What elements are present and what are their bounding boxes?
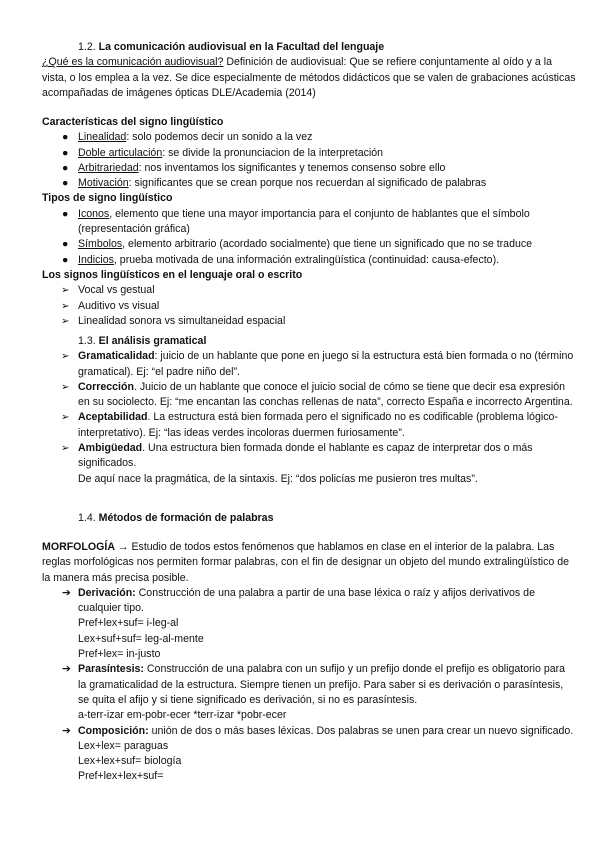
list-item: [0, 161, 576, 176]
section-number: 1.2.: [78, 41, 96, 53]
arrow-icon: ➢: [61, 412, 70, 424]
list-item: [0, 299, 576, 314]
item-extra: De aquí nace la pragmática, de la sintaxis. Ej: “dos policías me pusieron tres multas”.: [78, 472, 478, 485]
example-line: Lex+lex= paraguas: [78, 739, 169, 752]
bullet-icon: ●: [62, 161, 69, 174]
item-text: , elemento que tiene una mayor importancia para el conjunto de hablantes que el símbolo (representación gráfica): [78, 207, 530, 236]
section-1-2: [0, 40, 576, 101]
tipos-heading: Tipos de signo lingüístico: [42, 192, 173, 205]
arrow-icon: ➢: [61, 351, 70, 363]
caracteristicas-list: [0, 130, 576, 191]
item-text: Auditivo vs visual: [78, 299, 160, 312]
item-term: Indicios: [78, 253, 114, 266]
list-item: [0, 380, 576, 411]
list-item: [0, 146, 576, 161]
list-item: [0, 237, 576, 252]
item-term: Doble articulación: [78, 146, 163, 159]
example-line: Pref+lex+suf= i-leg-al: [78, 617, 179, 630]
arrow-icon: ➔: [62, 724, 71, 737]
section-number: 1.4.: [78, 512, 96, 524]
example-line: Lex+suf+suf= leg-al-mente: [78, 632, 204, 645]
example-line: a-terr-izar em-pobr-ecer *terr-izar *pobr-ecer: [78, 709, 287, 722]
item-text: Linealidad sonora vs simultaneidad espacial: [78, 314, 286, 327]
section-1-4-heading: [0, 511, 576, 526]
list-item: [0, 130, 576, 145]
item-text: : significantes que se crean porque nos recuerdan al significado de palabras: [128, 177, 487, 190]
caracteristicas-block: [0, 115, 576, 329]
section-1-3: [0, 334, 576, 487]
list-item: [0, 349, 576, 380]
list-item: [0, 724, 576, 785]
item-term: Linealidad: [78, 131, 127, 144]
item-term: Corrección: [78, 380, 134, 393]
item-text: Construcción de una palabra a partir de una base léxica o raíz y afijos derivativos de cualquier tipo.: [78, 586, 535, 615]
bullet-icon: ●: [62, 207, 69, 220]
analisis-list: [0, 349, 576, 487]
section-title: La comunicación audiovisual en la Facultad del lenguaje: [98, 41, 385, 53]
example-line: Lex+lex+suf= biología: [78, 755, 182, 768]
item-text: . Juicio de un hablante que conoce el juicio social de cómo se tiene que decir esa expresión en su sociolecto. Ej: “me encantan las conchas rellenas de nata”, correcto España e incorrecto Argentina.: [78, 380, 573, 409]
bullet-icon: ●: [62, 131, 69, 144]
bullet-icon: ●: [62, 253, 69, 266]
bullet-icon: ●: [62, 146, 69, 159]
item-text: . La estructura está bien formada pero el significado no es codificable (problema lógico-interpretativo). Ej: “las ideas verdes incoloras duermen furiosamente”.: [78, 411, 558, 439]
list-item: [0, 176, 576, 191]
arrow-icon: ➔: [62, 586, 71, 599]
section-1-4: [0, 511, 576, 526]
section-1-2-heading: [0, 40, 576, 55]
example-line: Pref+lex= in-justo: [78, 648, 161, 661]
item-term: Gramaticalidad: [78, 350, 155, 363]
item-term: Derivación:: [78, 586, 136, 599]
list-item: [0, 314, 576, 329]
list-item: [0, 662, 576, 723]
list-item: [0, 586, 576, 662]
item-text: , elemento arbitrario (acordado socialmente) que tiene un significado que no se traduce: [122, 238, 533, 251]
definition-question: ¿Qué es la comunicación audiovisual?: [42, 56, 224, 69]
bullet-icon: ●: [62, 238, 69, 251]
item-text: , prueba motivada de una información extralingüística (continuidad: causa-efecto).: [113, 253, 500, 266]
item-text: . Una estructura bien formada donde el hablante es capaz de interpretar dos o más significados.: [78, 442, 533, 470]
arrow-icon: ➢: [61, 285, 70, 297]
list-item: [0, 283, 576, 298]
example-line: Pref+lex+lex+suf=: [78, 770, 164, 783]
morfologia-term: MORFOLOGÍA: [42, 541, 115, 553]
section-title: Métodos de formación de palabras: [98, 512, 274, 524]
signos-heading: Los signos lingüísticos en el lenguaje oral o escrito: [42, 268, 303, 281]
item-term: Símbolos: [78, 238, 123, 251]
item-term: Motivación: [78, 177, 129, 190]
morfologia-paragraph: [0, 540, 576, 586]
morfologia-block: [0, 540, 576, 785]
arrow-icon: ➢: [61, 381, 70, 393]
bullet-icon: ●: [62, 177, 69, 190]
section-1-3-heading: [0, 334, 576, 349]
item-text: Construcción de una palabra con un sufijo y un prefijo donde el prefijo es obligatorio para la gramaticalidad de la estructura. Siempre tienen un prefijo. Para saber si es derivación o parasíntesis, se quita el afijo y si tiene significado es derivación, si no es parasíntesis.: [78, 663, 566, 706]
caracteristicas-heading: Características del signo lingüístico: [42, 116, 224, 128]
definition-paragraph: [0, 55, 576, 101]
item-term: Arbitrariedad: [78, 161, 139, 174]
signos-list: [0, 283, 576, 329]
item-text: unión de dos o más bases léxicas. Dos palabras se unen para crear un nuevo significado.: [148, 724, 574, 737]
tipos-list: [0, 207, 576, 268]
arrow-icon: ➢: [61, 443, 70, 455]
item-term: Aceptabilidad: [78, 411, 148, 424]
item-text: : se divide la pronunciacion de la interpretación: [162, 146, 384, 159]
morfologia-list: [0, 586, 576, 785]
list-item: [0, 410, 576, 441]
item-term: Composición:: [78, 724, 149, 737]
item-text: Vocal vs gestual: [78, 284, 155, 297]
section-number: 1.3.: [78, 335, 96, 347]
definition-text: Definición de audiovisual: Que se refiere conjuntamente al oído y a la vista, o los emplea a la vez. Se dice especialmente de métodos didácticos que se valen de grabaciones acústicas acompañadas de imágenes ópticas DLE/Academia (2014): [42, 56, 576, 99]
item-text: : juicio de un hablante que pone en juego si la estructura está bien formada o no (término gramatical). Ej: “el padre niño del”.: [78, 350, 574, 378]
item-term: Parasíntesis:: [78, 663, 144, 676]
list-item: [0, 207, 576, 238]
item-term: Ambigüedad: [78, 442, 143, 455]
section-title: El análisis gramatical: [98, 335, 207, 347]
list-item: [0, 441, 576, 487]
arrow-icon: ➢: [61, 315, 70, 327]
morfologia-text: → Estudio de todos estos fenómenos que hablamos en clase en el interior de la palabra. Las reglas morfológicas nos permiten formar palabras, con el fin de designar un objeto del mundo extralingüístico de la manera más precisa posible.: [42, 541, 570, 584]
item-text: : solo podemos decir un sonido a la vez: [126, 131, 313, 144]
list-item: [0, 253, 576, 268]
arrow-icon: ➢: [61, 300, 70, 312]
arrow-icon: ➔: [62, 663, 71, 676]
item-term: Iconos: [78, 207, 110, 220]
item-text: : nos inventamos los significantes y tenemos consenso sobre ello: [138, 161, 446, 174]
